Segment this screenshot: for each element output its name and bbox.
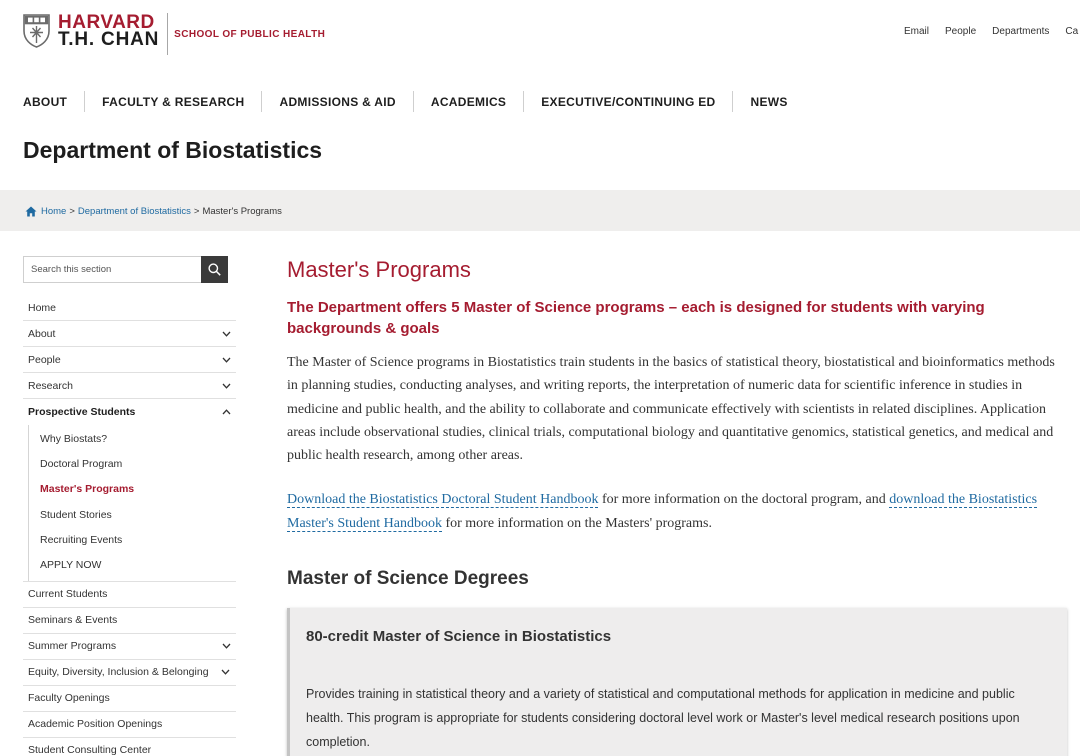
utility-link-departments[interactable]: Departments bbox=[992, 26, 1050, 37]
nav-admissions-aid[interactable]: ADMISSIONS & AID bbox=[279, 94, 396, 109]
harvard-shield-icon bbox=[23, 14, 50, 48]
sidebar-item-student-consulting-center[interactable] bbox=[23, 738, 236, 756]
home-icon[interactable] bbox=[25, 206, 37, 217]
breadcrumb-bar bbox=[0, 190, 1080, 231]
sidebar-item-label: Student Consulting Center bbox=[28, 744, 152, 756]
chevron-down-icon[interactable] bbox=[222, 643, 231, 649]
search-button[interactable] bbox=[201, 256, 228, 283]
intro-paragraph: The Master of Science programs in Biostatistics train students in the basics of statistical theory, biostatistical and bioinformatics methods in planning studies, conducting analyses, and writing reports, the interpretation of numeric data for scientific inference in studies in medicine and public health, and the ability to collaborate and communicate effectively with scientists in related disciplines. Application areas include observational studies, clinical trials, computational biology and quantitative genomics, statistical genetics, and medical and public health research, among other areas. bbox=[287, 355, 1055, 464]
search-icon bbox=[208, 263, 221, 276]
nav-separator bbox=[523, 91, 524, 112]
sidebar-item-summer-programs[interactable] bbox=[23, 634, 236, 660]
sidebar-item-research[interactable] bbox=[23, 373, 236, 399]
subnav-recruiting-events[interactable]: Recruiting Events bbox=[40, 533, 123, 546]
subnav-apply-now[interactable]: APPLY NOW bbox=[40, 559, 102, 572]
degree-card-title[interactable]: 80-credit Master of Science in Biostatistics bbox=[306, 628, 612, 645]
sidebar-item-current-students[interactable] bbox=[23, 582, 236, 608]
nav-separator bbox=[84, 91, 85, 112]
sidebar-item-people[interactable] bbox=[23, 347, 236, 373]
subnav-why-biostats[interactable]: Why Biostats? bbox=[40, 432, 108, 445]
logo-divider bbox=[167, 13, 168, 55]
utility-nav bbox=[904, 26, 1080, 37]
sidebar-item-home[interactable] bbox=[23, 295, 236, 321]
doctoral-handbook-link[interactable]: Download the Biostatistics Doctoral Student Handbook bbox=[287, 492, 599, 508]
chevron-down-icon[interactable] bbox=[222, 383, 231, 389]
utility-link-email[interactable]: Email bbox=[904, 26, 930, 37]
sidebar-item-academic-position-openings[interactable] bbox=[23, 712, 236, 738]
nav-about[interactable]: ABOUT bbox=[23, 94, 68, 109]
school-name: SCHOOL OF PUBLIC HEALTH bbox=[174, 29, 326, 40]
section-sidebar-nav bbox=[23, 295, 236, 756]
nav-news[interactable]: NEWS bbox=[750, 94, 788, 109]
sidebar-item-label: People bbox=[28, 353, 61, 366]
nav-separator bbox=[261, 91, 262, 112]
sidebar-item-label: Faculty Openings bbox=[28, 692, 110, 705]
section-title: Master of Science Degrees bbox=[287, 568, 529, 590]
sidebar-item-label: Summer Programs bbox=[28, 640, 117, 653]
logo-wordmark bbox=[58, 14, 159, 48]
site-header bbox=[0, 0, 1080, 64]
breadcrumb-home[interactable]: Home bbox=[41, 206, 67, 217]
department-title[interactable]: Department of Biostatistics bbox=[23, 137, 323, 163]
subnav-masters-programs[interactable]: Master's Programs bbox=[40, 483, 135, 496]
breadcrumb-current: Master's Programs bbox=[202, 206, 282, 217]
sidebar-section-prospective bbox=[23, 399, 236, 582]
sidebar-item-equity-diversity[interactable] bbox=[23, 660, 236, 686]
sidebar-item-label: Current Students bbox=[28, 588, 108, 601]
breadcrumb-separator: > bbox=[193, 206, 200, 217]
masters-handbook-link[interactable]: download the Biostatistics Master's Student Handbook bbox=[287, 492, 1038, 531]
nav-separator bbox=[732, 91, 733, 112]
subnav-student-stories[interactable]: Student Stories bbox=[40, 508, 112, 521]
sidebar-item-label: Seminars & Events bbox=[28, 614, 118, 627]
sidebar-item-label: Equity, Diversity, Inclusion & Belonging bbox=[28, 666, 209, 679]
logo-chan-text: T.H. CHAN bbox=[58, 29, 160, 50]
logo-harvard-text: HARVARD bbox=[58, 12, 155, 33]
nav-executive-continuing-ed[interactable]: EXECUTIVE/CONTINUING ED bbox=[541, 94, 716, 109]
sidebar-item-label: Research bbox=[28, 379, 73, 392]
chevron-down-icon[interactable] bbox=[221, 669, 230, 675]
chevron-up-icon[interactable] bbox=[222, 409, 231, 415]
handbook-text-end: for more information on the Masters' programs. bbox=[441, 515, 712, 531]
handbook-paragraph bbox=[287, 488, 1062, 535]
breadcrumb-department[interactable]: Department of Biostatistics bbox=[77, 206, 191, 217]
sidebar-item-label: Prospective Students bbox=[28, 406, 136, 418]
degree-card-text: Provides training in statistical theory and a variety of statistical and computational methods for application in medicine and public health. This program is appropriate for students considering doctoral level work or Master's level medical research positions upon completion. bbox=[306, 687, 1020, 749]
handbook-text-mid: for more information on the doctoral program, and bbox=[598, 492, 890, 508]
harvard-logo[interactable] bbox=[23, 14, 325, 55]
nav-academics[interactable]: ACADEMICS bbox=[430, 94, 507, 109]
sidebar-item-label: Home bbox=[28, 301, 57, 314]
degree-card bbox=[287, 608, 1067, 756]
sidebar-subnav bbox=[28, 425, 236, 581]
page-title: Master's Programs bbox=[287, 257, 471, 282]
sidebar-item-prospective-students[interactable] bbox=[23, 399, 236, 425]
utility-link-people[interactable]: People bbox=[945, 26, 977, 37]
nav-separator bbox=[413, 91, 414, 112]
section-search bbox=[23, 256, 228, 283]
search-input[interactable] bbox=[23, 256, 201, 283]
subnav-doctoral-program[interactable]: Doctoral Program bbox=[40, 457, 123, 470]
main-content bbox=[287, 256, 1067, 590]
sidebar-item-faculty-openings[interactable] bbox=[23, 686, 236, 712]
breadcrumb-separator: > bbox=[69, 206, 75, 217]
breadcrumb bbox=[25, 206, 282, 217]
chevron-down-icon[interactable] bbox=[222, 331, 231, 337]
sidebar-item-label: About bbox=[28, 327, 56, 340]
utility-link-calendar[interactable]: Ca bbox=[1065, 26, 1079, 37]
sidebar-item-label: Academic Position Openings bbox=[28, 718, 163, 731]
sidebar-item-about[interactable] bbox=[23, 321, 236, 347]
page-subheading: The Department offers 5 Master of Science programs – each is designed for students with varying backgrounds & goals bbox=[287, 299, 985, 337]
main-nav bbox=[23, 91, 788, 112]
sidebar-item-seminars-events[interactable] bbox=[23, 608, 236, 634]
chevron-down-icon[interactable] bbox=[222, 357, 231, 363]
nav-faculty-research[interactable]: FACULTY & RESEARCH bbox=[102, 94, 245, 109]
